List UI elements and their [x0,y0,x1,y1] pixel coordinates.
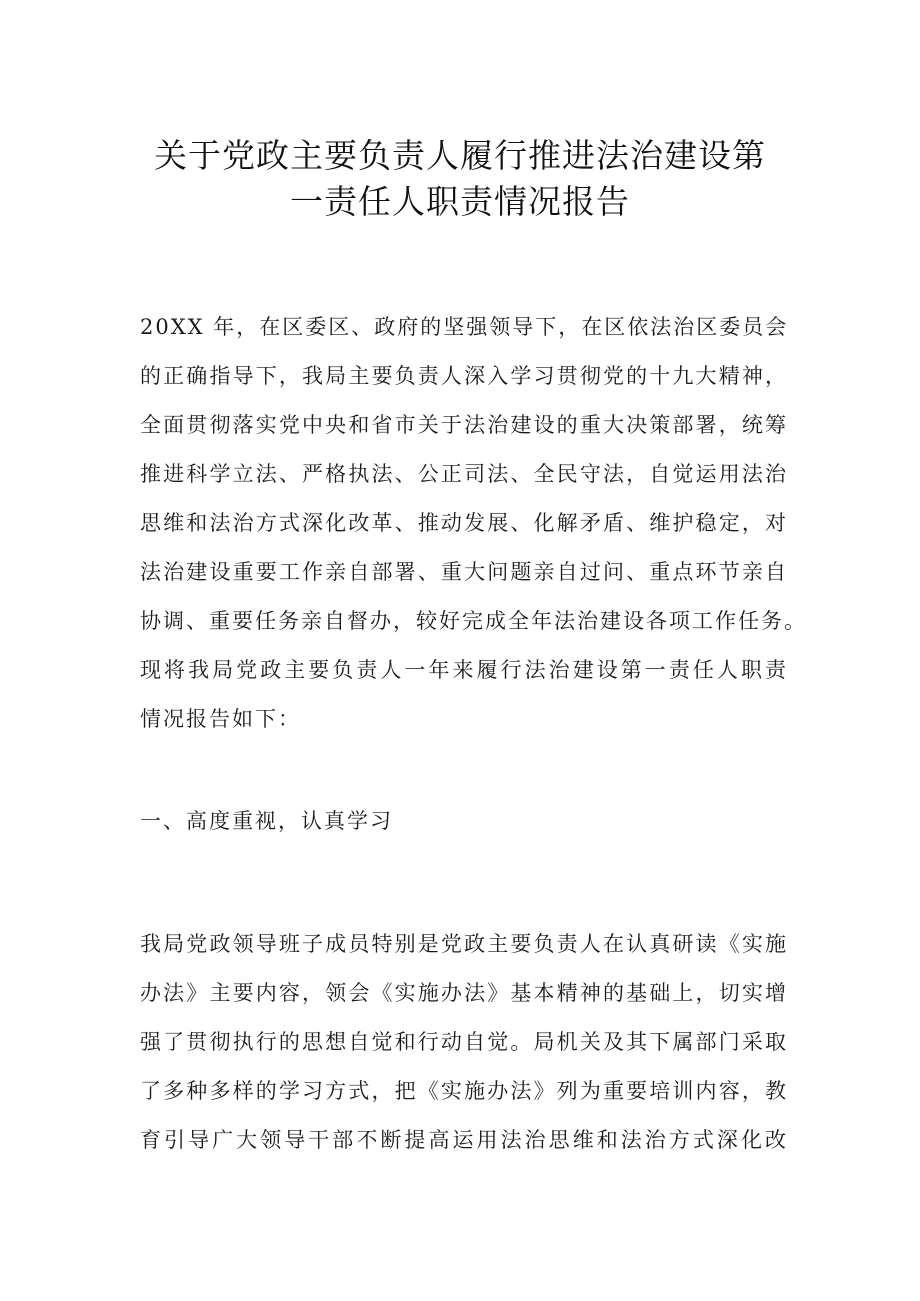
text-line: 情况报告如下： [140,707,301,731]
intro-paragraph [140,303,807,744]
section-1-paragraph [140,920,788,1165]
title-line-1: 关于党政主要负责人履行推进法治建设第 [154,136,766,175]
text-line: 我局党政领导班子成员特别是党政主要负责人在认真研读《实施 [140,932,788,956]
text-line: 现将我局党政主要负责人一年来履行法治建设第一责任人职责 [140,658,788,682]
text-line: 推进科学立法、严格执法、公正司法、全民守法，自觉运用法治 [140,462,788,486]
text-line: 办法》主要内容，领会《实施办法》基本精神的基础上，切实增 [140,981,788,1005]
text-line: 20XX 年，在区委区、政府的坚强领导下，在区依法治区委员会 [140,315,789,339]
text-line: 全面贯彻落实党中央和省市关于法治建设的重大决策部署，统筹 [140,413,788,437]
text-line: 协调、重要任务亲自督办，较好完成全年法治建设各项工作任务。 [140,609,807,633]
title-line-2: 一责任人职责情况报告 [290,182,630,221]
text-line: 了多种多样的学习方式，把《实施办法》列为重要培训内容，教 [140,1079,788,1103]
text-line: 法治建设重要工作亲自部署、重大问题亲自过问、重点环节亲自 [140,560,788,584]
text-line: 思维和法治方式深化改革、推动发展、化解矛盾、维护稳定，对 [140,511,788,535]
text-line: 的正确指导下，我局主要负责人深入学习贯彻党的十九大精神， [140,364,788,388]
section-heading-text: 一、高度重视，认真学习 [140,809,393,833]
text-line: 育引导广大领导干部不断提高运用法治思维和法治方式深化改 [140,1128,788,1152]
section-heading-1 [140,797,788,846]
document-title [120,133,800,225]
text-line: 强了贯彻执行的思想自觉和行动自觉。局机关及其下属部门采取 [140,1030,788,1054]
